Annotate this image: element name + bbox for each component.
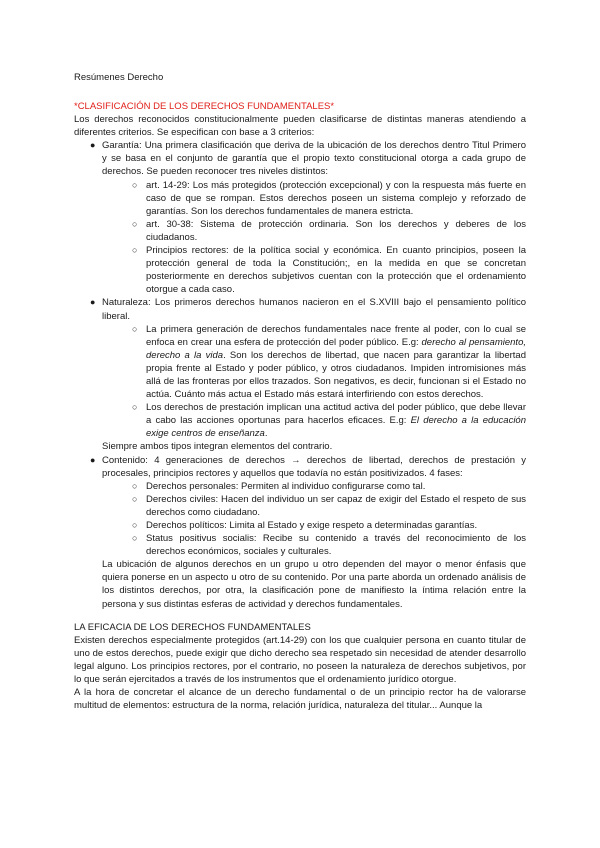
circle-bullet-icon: ○ (132, 218, 138, 229)
naturaleza-note: Siempre ambos tipos integran elementos del contrario. (102, 441, 333, 453)
circle-bullet-icon: ○ (132, 245, 138, 256)
list-item-garantia: ● Garantía: Una primera clasificación que deriva de la ubicación de los derechos dentro Titul Primero y se basa en el conjunto de garantía que el propio texto constitucional otorga a cada grupo de derechos. Se pueden reconocer tres niveles distintos: (90, 140, 526, 178)
bullet-icon: ● (90, 454, 96, 465)
circle-bullet-icon: ○ (132, 480, 138, 491)
list-item-garantia-3: ○ Principios rectores: de la política social y económica. En cuanto principios, poseen la protección general de toda la Constitución;, en la medida en que se concretan posteriormente en derechos subjetivos cuentan con la protección que el ordenamiento otorgue a cada caso. (132, 245, 526, 296)
contenido-note: La ubicación de algunos derechos en un grupo u otro dependen del mayor o menor énfasis que quiera ponerse en un aspecto u otro de su contenido. Por una parte aborda un ordenado análisis de los distintos derechos, por otra, la clasificación pone de manifiesto la íntima relación entre la persona y sus distintas esferas de actividad y derechos fundamentales. (102, 559, 526, 610)
circle-bullet-icon: ○ (132, 493, 138, 504)
circle-bullet-icon: ○ (132, 179, 138, 190)
circle-bullet-icon: ○ (132, 533, 138, 544)
document-header: Resúmenes Derecho (74, 72, 164, 83)
list-item-naturaleza: ● Naturaleza: Los primeros derechos humanos nacieron en el S.XVIII bajo el pensamiento político liberal. (90, 297, 526, 322)
eficacia-paragraph-1: Existen derechos especialmente protegidos (art.14-29) con los que cualquier persona en cuanto titular de uno de estos derechos, puede exigir que dicho derecho sea respetado sin necesidad de atender desarrollo legal alguno. Los principios rectores, por el contrario, no poseen la naturaleza de derechos subjetivos, por lo que serán ejercitados a través de los instrumentos que el ordenamiento jurídico otorgue. (74, 634, 526, 686)
criteria-list (74, 139, 526, 440)
section-title-eficacia: LA EFICACIA DE LOS DERECHOS FUNDAMENTALES (74, 621, 311, 633)
circle-bullet-icon: ○ (132, 323, 138, 334)
list-item-contenido-2: ○ Derechos civiles: Hacen del individuo un ser capaz de exigir del Estado el respeto de sus derechos como ciudadano. (132, 493, 526, 518)
section-title-clasificacion: *CLASIFICACIÓN DE LOS DERECHOS FUNDAMENTALES* (74, 101, 335, 112)
list-item-garantia-1: ○ art. 14-29: Los más protegidos (protección excepcional) y con la respuesta más fuerte en caso de que se rompan. Estos derechos poseen un sistema complejo y reforzado de garantías. Son los derechos fundamentales de manera estricta. (132, 179, 526, 217)
intro-paragraph: Los derechos reconocidos constitucionalmente pueden clasificarse de distintas maneras atendiendo a diferentes criterios. Se especifican con base a 3 criterios: (74, 114, 526, 139)
eficacia-paragraph-2: A la hora de concretar el alcance de un derecho fundamental o de un principio rector ha de valorarse multitud de elementos: estructura de la norma, relación jurídica, naturaleza del titular... Aunque la (74, 687, 526, 712)
list-item-contenido: ● Contenido: 4 generaciones de derechos → derechos de libertad, derechos de prestación y procesales, principios rectores y aquellos que todavía no están positivizados. 4 fases: (90, 454, 526, 479)
list-item-garantia-2: ○ art. 30-38: Sistema de protección ordinaria. Son los derechos y deberes de los ciudadanos. (132, 218, 526, 243)
circle-bullet-icon: ○ (132, 402, 138, 413)
bullet-icon: ● (90, 297, 96, 308)
contenido-list (74, 454, 526, 559)
document-body (74, 100, 526, 712)
list-item-contenido-3: ○ Derechos políticos: Limita al Estado y exige respeto a determinadas garantías. (132, 520, 478, 531)
list-item-naturaleza-1: ○ La primera generación de derechos fundamentales nace frente al poder, con lo cual se enfoca en crear una esfera de protección del poder público. E.g: derecho al pensamiento, derecho a la vida. Son los derechos de libertad, que nacen para garantizar la libertad propia frente al Estado y poder público, y otros ciudadanos. Impiden intromisiones más allá de las fronteras por ellos trazados. Son negativos, es decir, funcionan si el Estado no actúa. Cuánto más actua el Estado más estará interfiriendo con estos derechos. (132, 323, 526, 401)
list-item-contenido-1: ○ Derechos personales: Permiten al individuo configurarse como tal. (132, 480, 426, 492)
list-item-naturaleza-2: ○ Los derechos de prestación implican una actitud activa del poder público, que debe llevar a cabo las acciones oportunas para hacerlos eficaces. E.g: El derecho a la educación exige centros de enseñanza. (132, 402, 527, 440)
list-item-contenido-4: ○ Status positivus socialis: Recibe su contenido a través del reconocimiento de los derechos económicos, sociales y culturales. (132, 533, 526, 558)
circle-bullet-icon: ○ (132, 520, 138, 530)
bullet-icon: ● (90, 140, 96, 151)
